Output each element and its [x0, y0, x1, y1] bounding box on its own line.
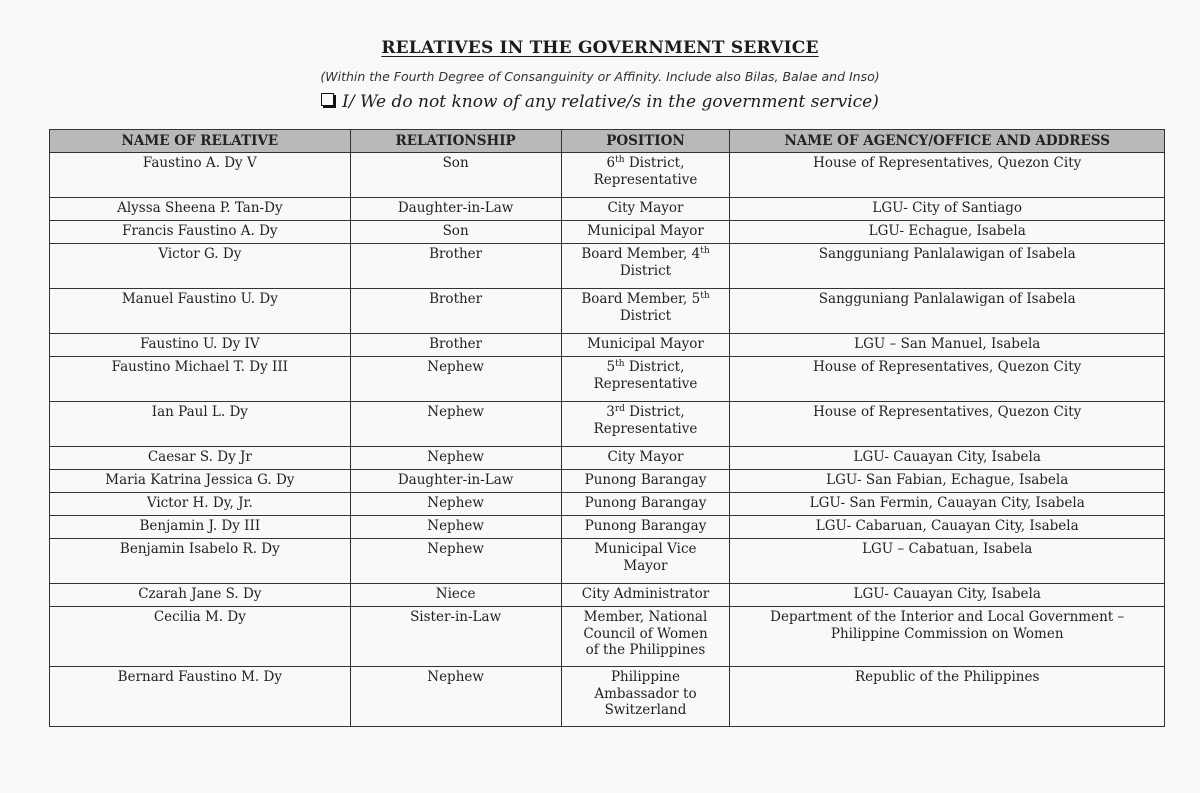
table-row	[50, 221, 1165, 244]
cell-relationship: Brother	[350, 289, 561, 334]
agency-line-1: LGU- San Fermin, Cauayan City, Isabela	[809, 495, 1085, 511]
cell-relationship: Nephew	[350, 357, 561, 402]
cell-agency	[730, 607, 1165, 667]
cell-agency	[730, 334, 1165, 357]
cell-name: Czarah Jane S. Dy	[50, 584, 351, 607]
agency-line-1: LGU- Cauayan City, Isabela	[853, 449, 1041, 465]
table-row	[50, 289, 1165, 334]
cell-relationship: Son	[350, 153, 561, 198]
position-text: Punong Barangay	[584, 518, 707, 534]
cell-agency	[730, 221, 1165, 244]
page-title: RELATIVES IN THE GOVERNMENT SERVICE	[381, 38, 819, 58]
agency-line-2: Philippine Commission on Women	[830, 626, 1064, 642]
column-header-agency: NAME OF AGENCY/OFFICE AND ADDRESS	[730, 130, 1165, 153]
agency-line-1: LGU- Cabaruan, Cauayan City, Isabela	[815, 518, 1079, 534]
cell-agency	[730, 402, 1165, 447]
cell-position	[561, 244, 730, 289]
position-line-1	[606, 404, 685, 420]
position-line-1	[585, 472, 707, 488]
cell-position	[561, 607, 730, 667]
cell-name: Caesar S. Dy Jr	[50, 447, 351, 470]
position-text: Municipal Mayor	[587, 223, 704, 239]
position-text: Board Member, 5	[581, 291, 701, 307]
cell-agency	[730, 539, 1165, 584]
cell-relationship: Daughter-in-Law	[350, 470, 561, 493]
table-row	[50, 153, 1165, 198]
position-text: 6	[606, 155, 616, 171]
column-header-relationship: RELATIONSHIP	[350, 130, 561, 153]
cell-position	[561, 334, 730, 357]
table-row	[50, 198, 1165, 221]
agency-line-1: Sangguniang Panlalawigan of Isabela	[818, 291, 1076, 307]
cell-position	[561, 357, 730, 402]
cell-name: Faustino U. Dy IV	[50, 334, 351, 357]
position-line2: Ambassador to	[594, 685, 697, 702]
position-line-1	[585, 518, 707, 534]
cell-relationship: Daughter-in-Law	[350, 198, 561, 221]
cell-agency	[730, 667, 1165, 727]
cell-relationship: Sister-in-Law	[350, 607, 561, 667]
table-row	[50, 539, 1165, 584]
position-line-1	[607, 449, 683, 465]
position-line-1	[587, 223, 704, 239]
agency-line-1: Sangguniang Panlalawigan of Isabela	[818, 246, 1076, 262]
position-ordinal-suffix: th	[615, 155, 625, 165]
cell-name: Victor G. Dy	[50, 244, 351, 289]
cell-relationship: Nephew	[350, 402, 561, 447]
cell-position	[561, 667, 730, 727]
cell-agency	[730, 493, 1165, 516]
cell-relationship: Nephew	[350, 493, 561, 516]
position-line-1	[611, 669, 680, 685]
position-line2: Council of Women	[583, 625, 708, 642]
cell-agency	[730, 516, 1165, 539]
position-text: City Mayor	[607, 449, 684, 465]
agency-line-1: LGU – San Manuel, Isabela	[854, 336, 1041, 352]
table-row	[50, 334, 1165, 357]
position-text: Philippine	[610, 669, 680, 685]
position-line-1	[585, 495, 707, 511]
cell-position	[561, 584, 730, 607]
cell-position	[561, 402, 730, 447]
table-body	[50, 153, 1165, 727]
table-row	[50, 470, 1165, 493]
cell-name: Alyssa Sheena P. Tan-Dy	[50, 198, 351, 221]
position-line-1	[582, 586, 709, 602]
cell-agency	[730, 357, 1165, 402]
relatives-table	[49, 129, 1165, 727]
cell-relationship: Niece	[350, 584, 561, 607]
position-text: City Mayor	[607, 200, 684, 216]
cell-position	[561, 493, 730, 516]
table-row	[50, 607, 1165, 667]
cell-agency	[730, 447, 1165, 470]
agency-line-1: LGU- San Fabian, Echague, Isabela	[826, 472, 1069, 488]
position-ordinal-suffix: th	[700, 291, 710, 301]
agency-line-1: LGU- Cauayan City, Isabela	[853, 586, 1041, 602]
cell-name: Bernard Faustino M. Dy	[50, 667, 351, 727]
position-line-1	[607, 200, 683, 216]
cell-position	[561, 447, 730, 470]
position-line-1	[587, 336, 704, 352]
cell-position	[561, 470, 730, 493]
agency-line-1: House of Representatives, Quezon City	[813, 155, 1082, 171]
table-row	[50, 357, 1165, 402]
position-text: 3	[606, 404, 615, 420]
position-text: Punong Barangay	[584, 472, 707, 488]
cell-agency	[730, 289, 1165, 334]
position-line3: Switzerland	[604, 702, 687, 718]
cell-name: Victor H. Dy, Jr.	[50, 493, 351, 516]
position-line2: Representative	[593, 375, 698, 392]
cell-position	[561, 221, 730, 244]
position-line-1	[581, 246, 709, 262]
cell-agency	[730, 198, 1165, 221]
position-line-1	[607, 359, 685, 375]
position-ordinal-suffix: th	[615, 359, 625, 369]
position-text-suffix: District,	[624, 359, 685, 375]
table-header-row	[50, 130, 1165, 153]
position-line-1	[584, 609, 708, 625]
position-text-suffix: District,	[624, 404, 685, 420]
position-text: 5	[606, 359, 616, 375]
cell-relationship: Nephew	[350, 447, 561, 470]
cell-relationship: Brother	[350, 244, 561, 289]
cell-agency	[730, 470, 1165, 493]
cell-position	[561, 289, 730, 334]
no-relatives-checkbox-line[interactable]	[0, 92, 1200, 112]
table-row	[50, 244, 1165, 289]
no-relatives-checkbox[interactable]	[321, 93, 334, 106]
position-text: Member, National	[583, 609, 708, 625]
column-header-name: NAME OF RELATIVE	[50, 130, 351, 153]
position-line2: Representative	[593, 420, 698, 437]
position-line-1	[607, 155, 685, 171]
position-text: Municipal Vice	[594, 541, 697, 557]
cell-position	[561, 539, 730, 584]
table-row	[50, 584, 1165, 607]
cell-relationship: Nephew	[350, 539, 561, 584]
agency-line-1: House of Representatives, Quezon City	[813, 404, 1082, 420]
cell-agency	[730, 244, 1165, 289]
table-row	[50, 516, 1165, 539]
position-line-1	[581, 291, 709, 307]
cell-relationship: Nephew	[350, 667, 561, 727]
cell-name: Ian Paul L. Dy	[50, 402, 351, 447]
position-text-suffix: District,	[624, 155, 685, 171]
position-line2: Mayor	[623, 557, 668, 574]
cell-position	[561, 516, 730, 539]
cell-name: Cecilia M. Dy	[50, 607, 351, 667]
cell-name: Maria Katrina Jessica G. Dy	[50, 470, 351, 493]
position-text: City Administrator	[581, 586, 710, 602]
position-line2: District	[619, 262, 672, 279]
agency-line-1: LGU – Cabatuan, Isabela	[862, 541, 1033, 557]
position-line2: Representative	[593, 171, 698, 188]
cell-name: Manuel Faustino U. Dy	[50, 289, 351, 334]
position-ordinal-suffix: th	[700, 246, 710, 256]
cell-relationship: Nephew	[350, 516, 561, 539]
cell-relationship: Brother	[350, 334, 561, 357]
cell-agency	[730, 153, 1165, 198]
table-row	[50, 447, 1165, 470]
table-row	[50, 402, 1165, 447]
cell-name: Faustino A. Dy V	[50, 153, 351, 198]
agency-line-1: House of Representatives, Quezon City	[813, 359, 1082, 375]
cell-agency	[730, 584, 1165, 607]
agency-line-1: LGU- City of Santiago	[872, 200, 1023, 216]
cell-name: Faustino Michael T. Dy III	[50, 357, 351, 402]
position-text: Punong Barangay	[584, 495, 707, 511]
position-line3: of the Philippines	[585, 642, 706, 658]
column-header-position: POSITION	[561, 130, 730, 153]
cell-position	[561, 153, 730, 198]
position-ordinal-suffix: rd	[614, 404, 625, 414]
cell-name: Benjamin J. Dy III	[50, 516, 351, 539]
agency-line-1: Republic of the Philippines	[855, 669, 1040, 685]
position-line2: District	[619, 307, 672, 324]
position-text: Board Member, 4	[581, 246, 701, 262]
agency-line-1: LGU- Echague, Isabela	[868, 223, 1026, 239]
checkbox-label: I/ We do not know of any relative/s in the government service)	[342, 92, 879, 112]
agency-line-1: Department of the Interior and Local Government –	[770, 609, 1125, 625]
cell-name: Benjamin Isabelo R. Dy	[50, 539, 351, 584]
position-text: Municipal Mayor	[587, 336, 704, 352]
table-row	[50, 493, 1165, 516]
cell-relationship: Son	[350, 221, 561, 244]
cell-position	[561, 198, 730, 221]
page-subtitle: (Within the Fourth Degree of Consanguinity or Affinity. Include also Bilas, Balae and Inso)	[320, 69, 880, 84]
table-row	[50, 667, 1165, 727]
position-line-1	[594, 541, 696, 557]
cell-name: Francis Faustino A. Dy	[50, 221, 351, 244]
